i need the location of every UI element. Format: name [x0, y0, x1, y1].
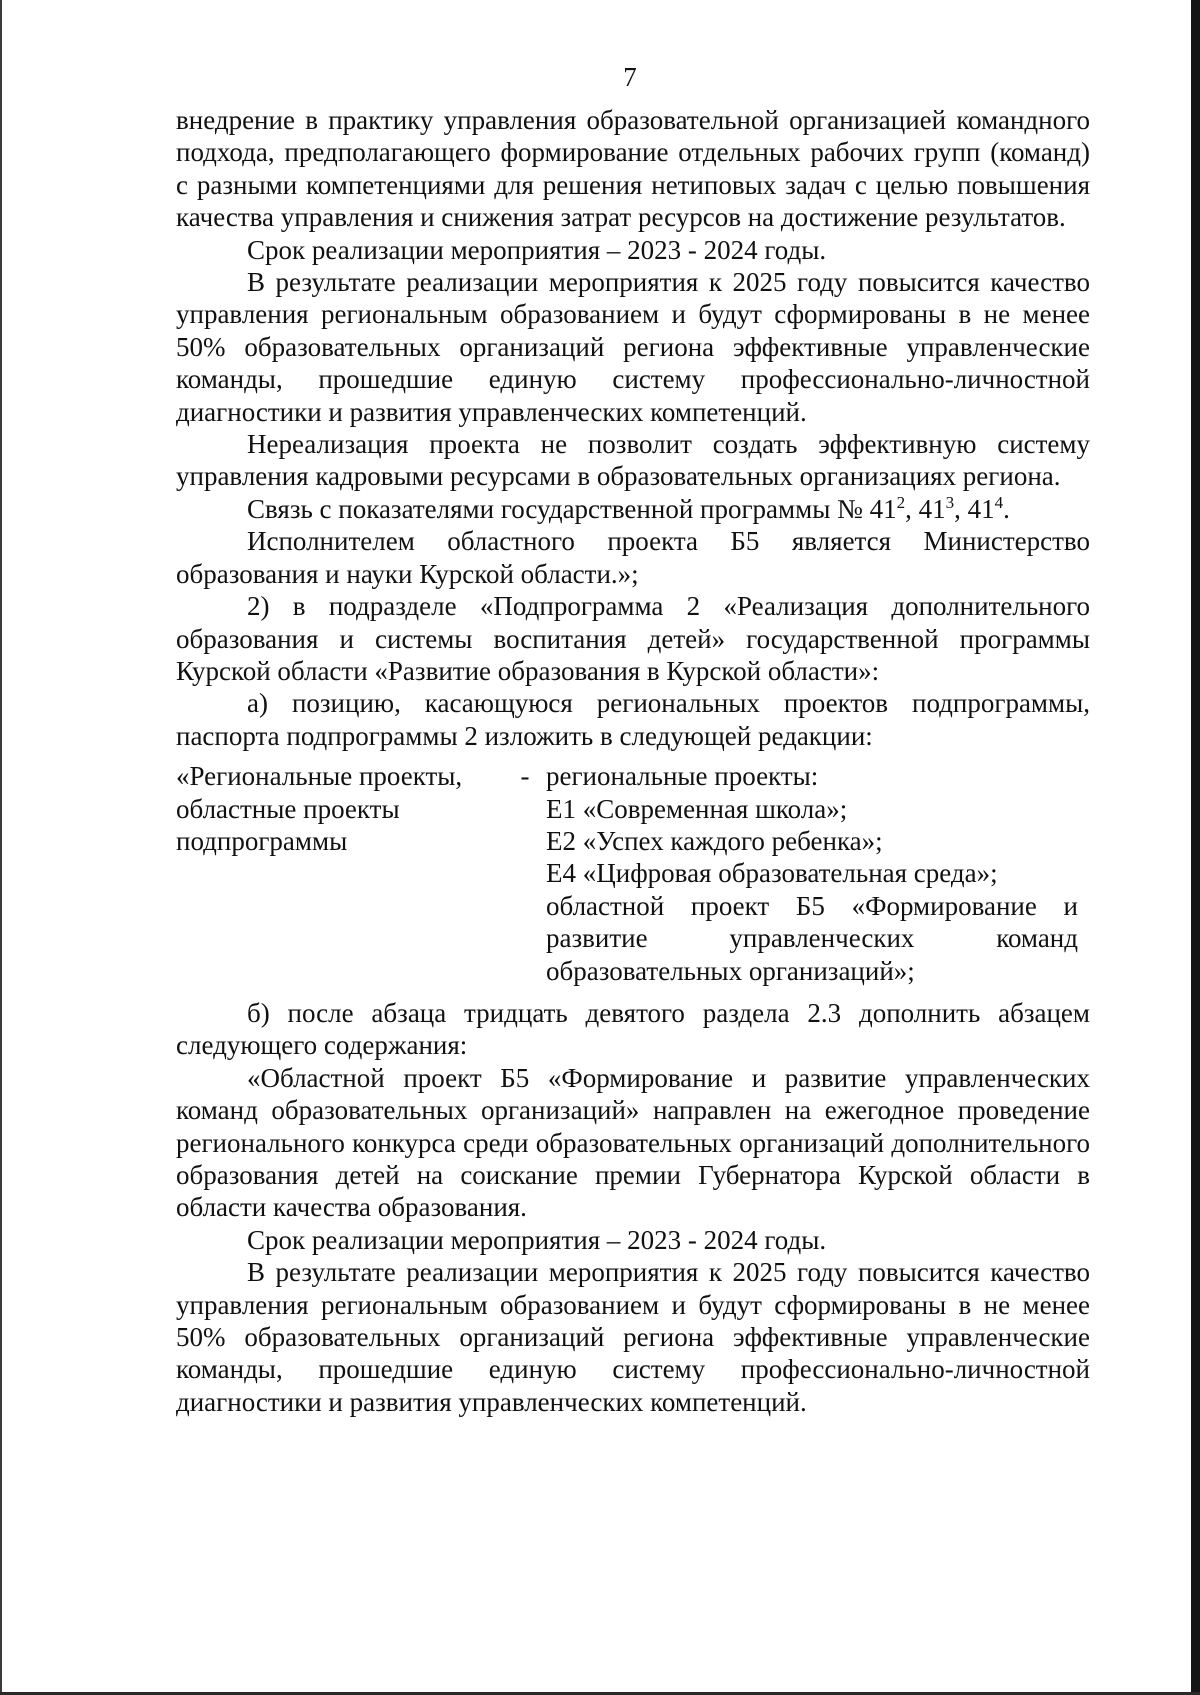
indicator-superscript: 3	[945, 492, 955, 512]
passport-value-line: Е1 «Современная школа»;	[546, 793, 848, 824]
passport-value-line: развитие управленческих команд	[546, 923, 1078, 954]
passport-label-line: подпрограммы	[176, 825, 348, 856]
passport-dash: -	[520, 761, 530, 792]
indicator-superscript: 4	[994, 492, 1004, 512]
scan-edge-right	[1191, 0, 1200, 1695]
paragraph: Срок реализации мероприятия – 2023 - 2024 годы.	[247, 1224, 827, 1255]
page-number: 7	[623, 62, 637, 92]
passport-value-column	[546, 760, 1078, 987]
paragraph: Исполнителем областного проекта Б5 является Министерство образования и науки Курской области.»;	[176, 526, 1090, 589]
indicator-separator: , 41	[954, 493, 995, 524]
paragraph: б) после абзаца тридцать девятого раздела 2.3 дополнить абзацем следующего содержания:	[176, 997, 1090, 1061]
indicator-tail: .	[1003, 493, 1010, 524]
passport-value-line: Е2 «Успех каждого ребенка»;	[546, 825, 883, 856]
paragraph: В результате реализации мероприятия к 2025 году повысится качество управления региональным образованием и будут сформированы в не менее 50% образовательных организаций региона эффективные управленческие команды, прошедшие единую систему профессионально-личностной диагностики и развития управленческих компетенций.	[176, 267, 1090, 427]
paragraph: Нереализация проекта не позволит создать эффективную систему управления кадровыми ресурсами в образовательных организациях региона.	[176, 429, 1090, 492]
indicator-separator: , 41	[905, 493, 946, 524]
indicator-superscript: 2	[896, 492, 906, 512]
passport-label-line: «Региональные проекты,	[176, 761, 463, 792]
passport-label-line: областные проекты	[176, 793, 400, 824]
passport-value-line: региональные проекты:	[546, 761, 819, 792]
paragraph: внедрение в практику управления образовательной организацией командного подхода, предполагающего формирование отдельных рабочих групп (команд) с разными компетенциями для решения нетиповых задач с целью повышения качества управления и снижения затрат ресурсов на достижение результатов.	[176, 105, 1090, 233]
passport-label-column	[176, 760, 504, 987]
passport-value-line: образовательных организаций»;	[546, 955, 915, 986]
scan-edge-left	[0, 0, 2, 1695]
passport-value-line: областной проект Б5 «Формирование и	[546, 890, 1078, 921]
passport-value-line: Е4 «Цифровая образовательная среда»;	[546, 858, 998, 889]
paragraph: а) позицию, касающуюся региональных проектов подпрограммы, паспорта подпрограммы 2 изложить в следующей редакции:	[176, 688, 1090, 751]
passport-position-table	[176, 760, 1090, 987]
paragraph: 2) в подразделе «Подпрограмма 2 «Реализация дополнительного образования и системы воспитания детей» государственной программы Курской области «Развитие образования в Курской области»:	[176, 591, 1090, 686]
indicators-lead: Связь с показателями государственной программы № 41	[247, 493, 897, 524]
paragraph: Срок реализации мероприятия – 2023 - 2024 годы.	[247, 234, 827, 265]
document-body	[176, 104, 1090, 1418]
indicators-link-paragraph	[176, 493, 1090, 525]
paragraph: В результате реализации мероприятия к 2025 году повысится качество управления региональным образованием и будут сформированы в не менее 50% образовательных организаций региона эффективные управленческие команды, прошедшие единую систему профессионально-личностной диагностики и развития управленческих компетенций.	[176, 1257, 1090, 1417]
paragraph: «Областной проект Б5 «Формирование и развитие управленческих команд образовательных организаций» направлен на ежегодное проведение регионального конкурса среди образовательных организаций дополнительного образования детей на соискание премии Губернатора Курской области в области качества образования.	[176, 1062, 1090, 1223]
